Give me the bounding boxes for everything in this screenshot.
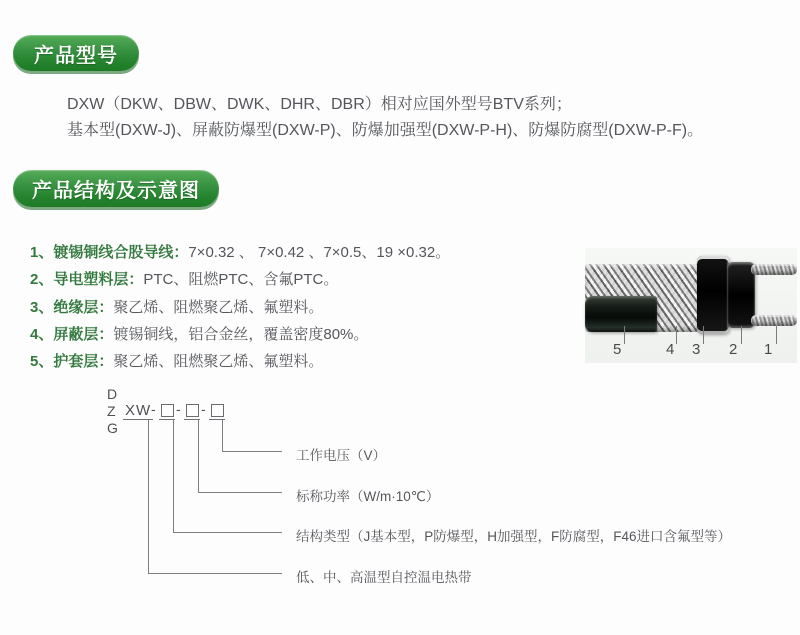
diagram-leader-hline-voltage: [222, 451, 282, 452]
list-item-value: 聚乙烯、阻燃聚乙烯、氟塑料。: [113, 299, 324, 316]
diagram-placeholder-box-3: [211, 404, 224, 417]
structure-list-item-4: [30, 323, 368, 344]
diagram-label-working-voltage: 工作电压（V）: [296, 448, 387, 463]
cable-layer-number-1: 1: [764, 341, 773, 358]
list-item-label: 4、屏蔽层：: [30, 326, 114, 343]
structure-list-item-5: [30, 350, 323, 371]
diagram-leader-hline-family: [148, 573, 282, 574]
list-item-value: PTC、阻燃PTC、含氟PTC。: [143, 271, 339, 288]
diagram-dash: -: [176, 401, 181, 417]
diagram-leader-vline-voltage: [222, 419, 223, 451]
cable-cutaway-image: [585, 248, 797, 363]
cable-label-tick-3: [703, 326, 704, 344]
cable-label-tick-2: [741, 326, 742, 344]
list-item-label: 5、护套层：: [30, 353, 114, 370]
cable-layer-number-5: 5: [613, 341, 622, 358]
diagram-dash: -: [201, 401, 206, 417]
cable-conductor-wire-top: [751, 264, 797, 275]
section-header-structure: [13, 170, 219, 207]
diagram-placeholder-box-1: [161, 404, 174, 417]
list-item-label: 1、镀锡铜线合股导线：: [30, 244, 189, 261]
section-header-product-model: [13, 35, 139, 71]
diagram-letter-g: G: [107, 420, 118, 436]
diagram-letter-z: Z: [107, 403, 116, 419]
diagram-label-structure-type: 结构类型（J基本型，P防爆型，H加强型，F防腐型，F46进口含氟型等）: [296, 529, 732, 544]
cable-layer-number-2: 2: [729, 341, 738, 358]
structure-list-item-3: [30, 296, 323, 317]
cable-conductor-wire-bottom: [751, 315, 797, 326]
structure-list-item-2: [30, 268, 338, 289]
list-item-label: 2、导电塑料层：: [30, 271, 144, 288]
diagram-label-product-family: 低、中、高温型自控温电热带: [296, 570, 472, 585]
diagram-model-prefix: XW: [125, 402, 152, 419]
cable-label-tick-5: [624, 326, 625, 344]
model-series-line: DXW（DKW、DBW、DWK、DHR、DBR）相对应国外型号BTV系列；: [67, 96, 572, 113]
diagram-placeholder-box-2: [186, 404, 199, 417]
diagram-leader-vline-power: [198, 419, 199, 492]
structure-list-item-1: [30, 241, 450, 262]
list-item-label: 3、绝缘层：: [30, 299, 114, 316]
diagram-leader-vline-type: [173, 419, 174, 532]
section-header-label: 产品结构及示意图: [32, 180, 200, 202]
list-item-value: 聚乙烯、阻燃聚乙烯、氟塑料。: [113, 353, 324, 370]
list-item-value: 7×0.32 、 7×0.42 、7×0.5、19 ×0.32。: [188, 244, 451, 261]
diagram-leader-hline-type: [173, 532, 282, 533]
diagram-letter-d: D: [107, 386, 118, 402]
list-item-value: 镀锡铜线，铝合金丝，覆盖密度80%。: [113, 326, 369, 343]
cable-layer-number-4: 4: [666, 341, 675, 358]
cable-label-tick-1: [776, 326, 777, 344]
model-variants-line: 基本型(DXW-J)、屏蔽防爆型(DXW-P)、防爆加强型(DXW-P-H)、防爆防腐型(DXW-P-F)。: [67, 122, 704, 139]
diagram-label-nominal-power: 标称功率（W/m·10℃）: [296, 489, 440, 504]
diagram-leader-hline-power: [198, 492, 282, 493]
cable-outer-jacket-layer: [585, 296, 657, 332]
diagram-dash: -: [151, 401, 156, 417]
cable-label-tick-4: [676, 326, 677, 344]
section-header-label: 产品型号: [34, 44, 118, 67]
cable-insulation-layer: [697, 256, 729, 334]
diagram-leader-vline-family: [148, 419, 149, 573]
cable-layer-number-3: 3: [692, 341, 701, 358]
